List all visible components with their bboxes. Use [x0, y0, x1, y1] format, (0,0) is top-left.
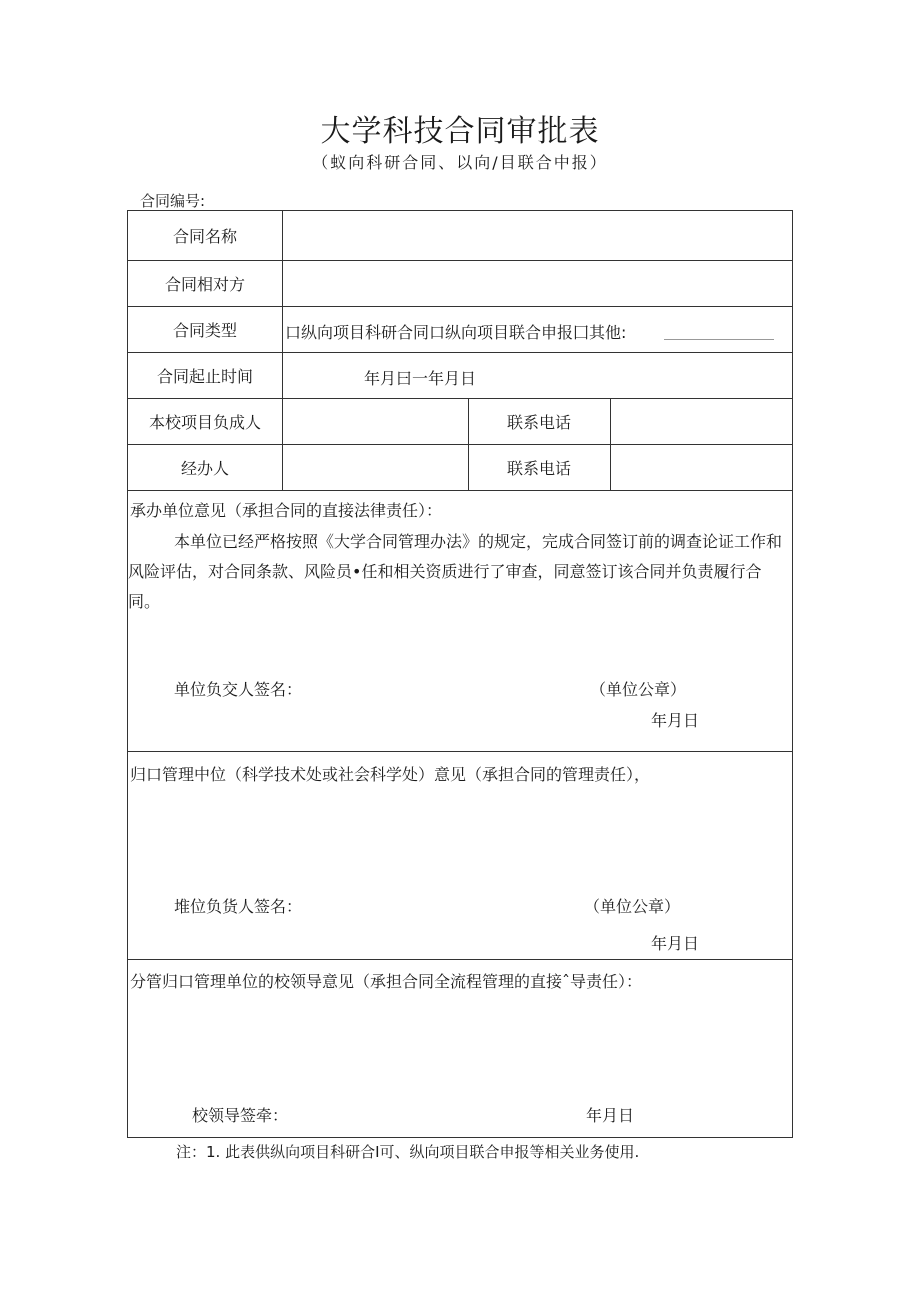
contract-period-label: 合同起止时间: [156, 366, 253, 386]
project-leader-label: 本校项目负成人: [148, 412, 261, 432]
school-leader-signature-label: 校领导签牵：: [192, 1106, 289, 1125]
contract-type-label: 合同类型: [172, 320, 237, 340]
management-leader-signature-label: 堆位负货人签名：: [174, 897, 303, 916]
section-divider: [128, 751, 792, 752]
contract-name-label: 合同名称: [172, 227, 237, 246]
counterparty-field[interactable]: [288, 267, 792, 300]
unit-leader-signature-label: 单位负交人签名：: [174, 680, 303, 699]
project-leader-field[interactable]: [288, 405, 462, 438]
leader-phone-label: 联系电话: [506, 412, 571, 432]
form-subtitle: （蚁向科研合同、以向/目联合中报）: [312, 153, 608, 172]
contract-name-field[interactable]: [288, 219, 792, 252]
section3-date: 年月日: [586, 1106, 635, 1125]
column-divider: [610, 398, 611, 490]
other-type-blank[interactable]: [664, 339, 774, 340]
contract-period-value[interactable]: 年月曰一年月日: [364, 369, 477, 388]
undertaking-unit-opinion-text: 本单位已经严格按照《大学合同管理办法》的规定，完成合同签订前的调查论证工作和风险评估，对合同条款、风险员•任和相关资质进行了审查，同意签订该合同并负责履行合同。: [128, 532, 783, 611]
management-seal-label: （单位公章）: [584, 897, 681, 916]
school-leader-opinion-heading: 分管归口管理单位的校领导意见（承担合同全流程管理的直接ˆ导责任）：: [130, 972, 643, 991]
leader-phone-field[interactable]: [616, 405, 786, 438]
handler-field[interactable]: [288, 451, 462, 484]
section1-date: 年月日: [651, 711, 700, 730]
section-divider: [128, 959, 792, 960]
contract-number-label: 合同编号:: [140, 192, 206, 210]
section2-date: 年月日: [651, 934, 700, 953]
row-divider: [128, 490, 792, 491]
footer-note: 注：1. 此表供纵向项目科研合Ι可、纵向项目联合申报等相关业务使用.: [176, 1143, 640, 1161]
approval-form-table: [127, 210, 793, 1138]
unit-seal-label: （单位公章）: [590, 680, 687, 699]
form-title: 大学科技合同审批表: [320, 114, 600, 149]
column-divider: [282, 211, 283, 490]
handler-label: 经办人: [180, 458, 229, 478]
counterparty-label: 合同相对方: [164, 274, 245, 294]
handler-phone-field[interactable]: [616, 451, 786, 484]
contract-type-options[interactable]: 口纵向项目科研合同口纵向项目联合申报囗其他:: [285, 323, 627, 342]
undertaking-unit-opinion-heading: 承办单位意见（承担合同的直接法律责任）：: [130, 501, 443, 520]
handler-phone-label: 联系电话: [506, 458, 571, 478]
management-unit-opinion-heading: 归口管理中位（科学技术处或社会科学处）意见（承担合同的管理责任），: [130, 765, 651, 784]
